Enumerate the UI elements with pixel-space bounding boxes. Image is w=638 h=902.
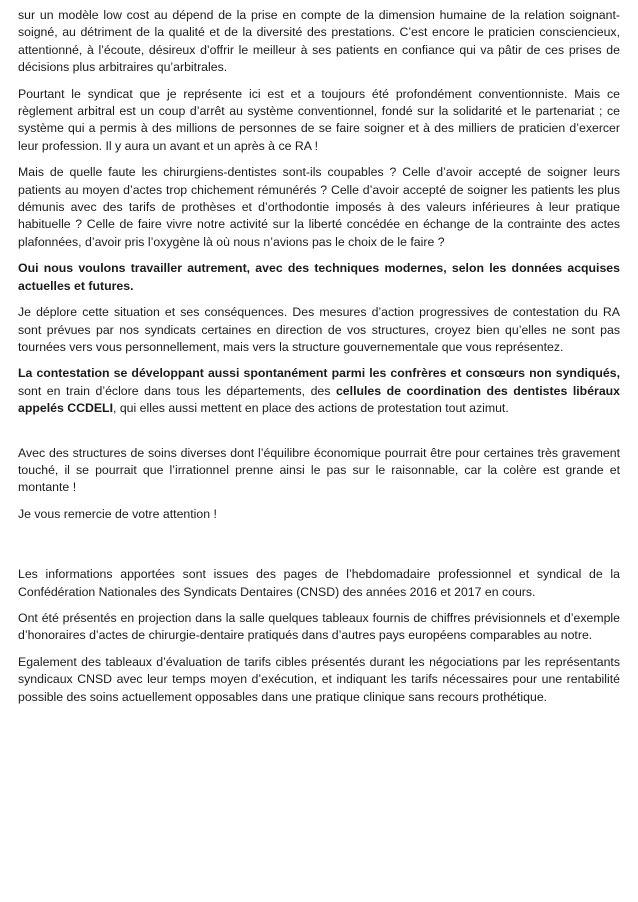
paragraph-6 bbox=[18, 365, 620, 417]
paragraph-6-text-b: , qui elles aussi mettent en place des actions de protestation tout azimut. bbox=[112, 401, 509, 416]
paragraph-4-bold bbox=[18, 260, 620, 295]
closing-line bbox=[18, 506, 620, 523]
paragraph-sources-text: Les informations apportées sont issues des pages de l’hebdomadaire professionnel et syndical de la Confédération Nationales des Syndicats Dentaires (CNSD) des années 2016 et 2017 en cours. bbox=[18, 567, 620, 599]
paragraph-4-text: Oui nous voulons travailler autrement, avec des techniques modernes, selon les données acquises actuelles et futures. bbox=[18, 261, 620, 293]
paragraph-tables bbox=[18, 654, 620, 706]
paragraph-projection bbox=[18, 610, 620, 645]
paragraph-sources bbox=[18, 566, 620, 601]
closing-line-text: Je vous remercie de votre attention ! bbox=[18, 506, 217, 521]
paragraph-2-text: Pourtant le syndicat que je représente ici est et a toujours été profondément conventionniste. Mais ce règlement arbitral est un coup d’arrêt au système conventionnel, fondé sur la solidarité et le partenariat ; ce système qui a permis à des millions de personnes de se faire soigner et à des milliers de praticien d’exercer leur profession. Il y aura un avant et un après à ce RA ! bbox=[18, 86, 620, 153]
paragraph-projection-text: Ont été présentés en projection dans la salle quelques tableaux fournis de chiffres prévisionnels et d’exemple d’honoraires d’actes de chirurgie-dentaire pratiqués dans d’autres pays européens comparables au notre. bbox=[18, 610, 620, 643]
paragraph-7-text: Avec des structures de soins diverses dont l’équilibre économique pourrait être pour certaines très gravement touché, il se pourrait que l’irrationnel prenne ainsi le pas sur le raisonnable, car la colère est grande et montante ! bbox=[18, 445, 620, 495]
paragraph-1 bbox=[18, 7, 620, 77]
paragraph-3-text: Mais de quelle faute les chirurgiens-dentistes sont-ils coupables ? Celle d’avoir accepté de soigner leurs patients au moyen d’actes trop chichement rémunérés ? Celle d’avoir accepté de soigner les patients les plus démunis avec des tarifs de prothèses et d’orthodontie imposés à des valeurs inférieures à leur pratique habituelle ? Celle de faire vivre notre activité sur la liberté concédée en échange de la contrainte des actes plafonnées, d’avoir pris l’oxygène là où nous n’avions pas le choix de le faire ? bbox=[18, 165, 620, 249]
paragraph-5 bbox=[18, 304, 620, 356]
paragraph-1-text: sur un modèle low cost au dépend de la prise en compte de la dimension humaine de la relation soignant-soigné, au détriment de la qualité et de la diversité des prestations. C’est encore le praticien consciencieux, attentionné, à l’écoute, désireux d’offrir le meilleur à ses patients en confiance qui va pâtir de ces prises de décisions plus arbitraires qu’arbitrales. bbox=[18, 8, 620, 75]
paragraph-5-text: Je déplore cette situation et ses conséquences. Des mesures d’action progressives de contestation du RA sont prévues par nos syndicats certaines en direction de vos structures, croyez bien qu’elles ne sont pas tournées vers vous personnellement, mais vers la structure gouvernementale que vous représentez. bbox=[18, 305, 620, 354]
paragraph-7 bbox=[18, 445, 620, 497]
document-page bbox=[18, 7, 620, 715]
paragraph-6-text-a: sont en train d’éclore dans tous les départements, des bbox=[18, 383, 336, 398]
paragraph-6-bold-lead: La contestation se développant aussi spontanément parmi les confrères et consœurs non syndiqués, bbox=[18, 366, 620, 381]
paragraph-tables-text: Egalement des tableaux d’évaluation de tarifs cibles présentés durant les négociations par les représentants syndicaux CNSD avec leur temps moyen d’exécution, et indiquant les tarifs nécessaires pour une rentabilité possible des soins actuellement opposables dans une pratique clinique sans recours prothétique. bbox=[18, 654, 620, 704]
paragraph-3 bbox=[18, 164, 620, 251]
paragraph-2 bbox=[18, 86, 620, 156]
paragraph-6-bold-ccdeli: cellules de coordination des dentistes libéraux appelés CCDELI bbox=[18, 383, 621, 416]
